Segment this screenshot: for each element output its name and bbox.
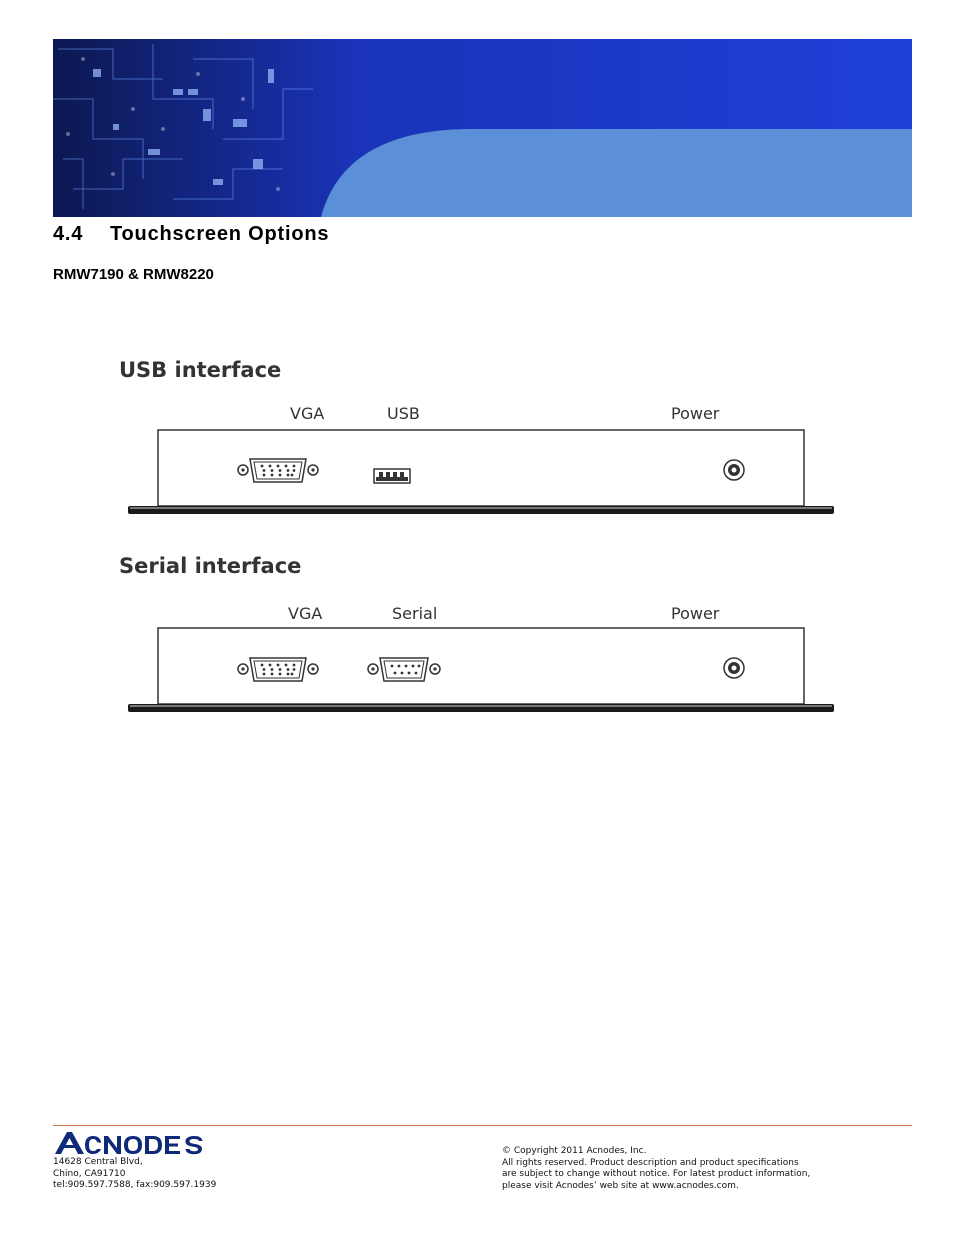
serial-interface-title: Serial interface xyxy=(119,554,302,578)
serial-diagram-serial-label: Serial xyxy=(392,604,438,623)
address-line: 14628 Central Blvd, xyxy=(53,1157,143,1167)
copyright-line: are subject to change without notice. For latest product information, xyxy=(502,1169,811,1179)
address-line: Chino, CA91710 xyxy=(53,1168,126,1179)
section-title: Touchscreen Options xyxy=(110,223,330,245)
copyright-line: © Copyright 2011 Acnodes, Inc. xyxy=(502,1146,647,1156)
copyright-line: All rights reserved. Product description and product specifications xyxy=(502,1157,799,1168)
serial-diagram-power-label: Power xyxy=(671,604,720,623)
usb-port-icon xyxy=(374,469,410,483)
usb-diagram-vga-label: VGA xyxy=(290,404,325,423)
banner-graphic xyxy=(53,39,912,217)
serial-diagram-vga-label: VGA xyxy=(288,604,323,623)
power-jack-icon xyxy=(724,658,744,678)
footer-divider xyxy=(53,1125,912,1126)
usb-diagram-power-label: Power xyxy=(671,404,720,423)
usb-interface-title: USB interface xyxy=(119,358,282,382)
usb-diagram-usb-label: USB xyxy=(387,404,420,423)
section-number: 4.4 xyxy=(53,223,84,245)
header-banner xyxy=(53,39,912,217)
section-heading xyxy=(53,223,329,246)
copyright-notice xyxy=(502,1146,872,1192)
serial-panel-drawing xyxy=(120,623,840,718)
serial-interface-diagram xyxy=(120,623,840,718)
power-jack-icon xyxy=(724,460,744,480)
contact-line: tel:909.597.7588, fax:909.597.1939 xyxy=(53,1180,217,1190)
copyright-line: please visit Acnodes’ web site at www.acnodes.com. xyxy=(502,1180,739,1191)
model-subheading: RMW7190 & RMW8220 xyxy=(53,266,214,283)
acnodes-logo-graphic xyxy=(53,1130,213,1156)
usb-panel-drawing xyxy=(120,425,840,520)
company-address xyxy=(53,1157,216,1192)
usb-interface-diagram xyxy=(120,425,840,520)
